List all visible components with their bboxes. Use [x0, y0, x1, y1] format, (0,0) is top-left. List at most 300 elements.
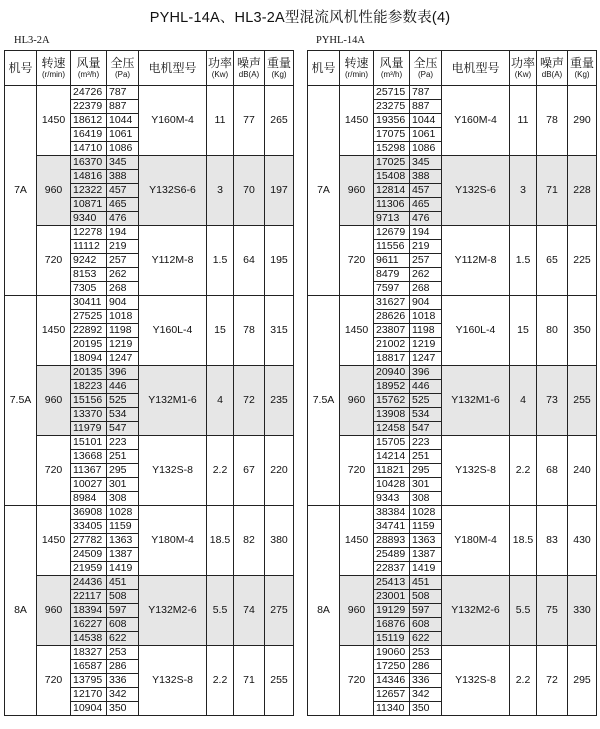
header-noise [234, 51, 265, 86]
weight-cell: 228 [568, 156, 597, 226]
header-pressure-unit: (Pa) [114, 69, 131, 79]
pressure-cell: 1198 [107, 324, 139, 338]
pressure-cell: 904 [410, 296, 442, 310]
table-row [308, 506, 597, 520]
table-row [5, 226, 294, 240]
pressure-cell: 1018 [107, 310, 139, 324]
header-model-no-label: 机号 [8, 60, 33, 75]
speed-cell: 1450 [340, 86, 374, 156]
table-row [5, 506, 294, 520]
pressure-cell: 1159 [107, 520, 139, 534]
weight-cell: 197 [265, 156, 294, 226]
header-model-no [308, 51, 340, 86]
flow-cell: 27525 [71, 310, 107, 324]
header-pressure [107, 51, 139, 86]
flow-cell: 14214 [374, 450, 410, 464]
flow-cell: 12322 [71, 184, 107, 198]
flow-cell: 13795 [71, 674, 107, 688]
table-row [308, 226, 597, 240]
pressure-cell: 547 [410, 422, 442, 436]
machine-number-cell: 8A [308, 506, 340, 716]
header-power [207, 51, 234, 86]
flow-cell: 23807 [374, 324, 410, 338]
power-cell: 15 [207, 296, 234, 366]
header-noise-label: 噪声 [236, 56, 261, 70]
flow-cell: 15298 [374, 142, 410, 156]
pressure-cell: 342 [410, 688, 442, 702]
pressure-cell: 508 [107, 590, 139, 604]
flow-cell: 13668 [71, 450, 107, 464]
pressure-cell: 223 [410, 436, 442, 450]
header-power-unit: (Kw) [211, 69, 229, 79]
flow-cell: 31627 [374, 296, 410, 310]
table-row [5, 576, 294, 590]
flow-cell: 10428 [374, 478, 410, 492]
motor-model-cell: Y160M-4 [442, 86, 510, 156]
motor-model-cell: Y132M2-6 [139, 576, 207, 646]
flow-cell: 12170 [71, 688, 107, 702]
flow-cell: 12278 [71, 226, 107, 240]
pressure-cell: 1018 [410, 310, 442, 324]
header-noise-unit: dB(A) [541, 69, 563, 79]
header-weight [265, 51, 294, 86]
flow-cell: 10904 [71, 702, 107, 716]
flow-cell: 11306 [374, 198, 410, 212]
motor-model-cell: Y132M1-6 [442, 366, 510, 436]
pressure-cell: 904 [107, 296, 139, 310]
flow-cell: 10871 [71, 198, 107, 212]
noise-cell: 72 [537, 646, 568, 716]
header-flow [71, 51, 107, 86]
noise-cell: 70 [234, 156, 265, 226]
noise-cell: 67 [234, 436, 265, 506]
header-row [5, 51, 294, 86]
pressure-cell: 396 [410, 366, 442, 380]
flow-cell: 22117 [71, 590, 107, 604]
table-row [5, 646, 294, 660]
flow-cell: 34741 [374, 520, 410, 534]
pressure-cell: 525 [410, 394, 442, 408]
pressure-cell: 262 [410, 268, 442, 282]
header-flow-unit: (m³/h) [77, 69, 100, 79]
flow-cell: 19129 [374, 604, 410, 618]
motor-model-cell: Y112M-8 [442, 226, 510, 296]
motor-model-cell: Y132S6-6 [139, 156, 207, 226]
pressure-cell: 446 [410, 380, 442, 394]
flow-cell: 16876 [374, 618, 410, 632]
header-speed-label: 转速 [344, 56, 369, 70]
pressure-cell: 219 [107, 240, 139, 254]
noise-cell: 73 [537, 366, 568, 436]
header-noise-unit: dB(A) [238, 69, 260, 79]
weight-cell: 315 [265, 296, 294, 366]
header-model-no-label: 机号 [311, 60, 336, 75]
header-motor-label: 电机型号 [148, 60, 197, 75]
machine-number-cell: 7A [5, 86, 37, 296]
flow-cell: 24726 [71, 86, 107, 100]
table-row [5, 436, 294, 450]
noise-cell: 78 [234, 296, 265, 366]
weight-cell: 240 [568, 436, 597, 506]
flow-cell: 25413 [374, 576, 410, 590]
header-pressure-unit: (Pa) [417, 69, 434, 79]
flow-cell: 7305 [71, 282, 107, 296]
pressure-cell: 301 [410, 478, 442, 492]
pressure-cell: 1028 [107, 506, 139, 520]
flow-cell: 25489 [374, 548, 410, 562]
noise-cell: 72 [234, 366, 265, 436]
pressure-cell: 388 [107, 170, 139, 184]
weight-cell: 430 [568, 506, 597, 576]
pressure-cell: 262 [107, 268, 139, 282]
noise-cell: 82 [234, 506, 265, 576]
power-cell: 2.2 [510, 436, 537, 506]
flow-cell: 30411 [71, 296, 107, 310]
speed-cell: 960 [340, 156, 374, 226]
flow-cell: 19356 [374, 114, 410, 128]
pressure-cell: 194 [107, 226, 139, 240]
flow-cell: 10027 [71, 478, 107, 492]
header-model-no [5, 51, 37, 86]
motor-model-cell: Y132S-8 [442, 646, 510, 716]
flow-cell: 18327 [71, 646, 107, 660]
speed-cell: 1450 [37, 86, 71, 156]
pressure-cell: 608 [410, 618, 442, 632]
flow-cell: 16419 [71, 128, 107, 142]
power-cell: 11 [207, 86, 234, 156]
pressure-cell: 622 [410, 632, 442, 646]
flow-cell: 18952 [374, 380, 410, 394]
flow-cell: 7597 [374, 282, 410, 296]
pressure-cell: 295 [107, 464, 139, 478]
pressure-cell: 451 [410, 576, 442, 590]
performance-table-right [307, 50, 597, 716]
flow-cell: 18612 [71, 114, 107, 128]
power-cell: 1.5 [510, 226, 537, 296]
header-motor [442, 51, 510, 86]
speed-cell: 1450 [37, 506, 71, 576]
speed-cell: 1450 [340, 506, 374, 576]
pressure-cell: 1159 [410, 520, 442, 534]
flow-cell: 9611 [374, 254, 410, 268]
power-cell: 3 [510, 156, 537, 226]
table-row [308, 366, 597, 380]
flow-cell: 17250 [374, 660, 410, 674]
power-cell: 5.5 [510, 576, 537, 646]
header-noise-label: 噪声 [539, 56, 564, 70]
weight-cell: 350 [568, 296, 597, 366]
flow-cell: 23275 [374, 100, 410, 114]
pressure-cell: 350 [410, 702, 442, 716]
pressure-cell: 457 [107, 184, 139, 198]
header-weight-unit: (Kg) [574, 69, 590, 79]
weight-cell: 330 [568, 576, 597, 646]
speed-cell: 720 [37, 226, 71, 296]
header-pressure-label: 全压 [110, 56, 135, 70]
flow-cell: 13908 [374, 408, 410, 422]
flow-cell: 33405 [71, 520, 107, 534]
flow-cell: 20135 [71, 366, 107, 380]
pressure-cell: 525 [107, 394, 139, 408]
speed-cell: 720 [37, 646, 71, 716]
pressure-cell: 446 [107, 380, 139, 394]
power-cell: 2.2 [510, 646, 537, 716]
pressure-cell: 622 [107, 632, 139, 646]
noise-cell: 64 [234, 226, 265, 296]
pressure-cell: 1061 [107, 128, 139, 142]
pressure-cell: 508 [410, 590, 442, 604]
flow-cell: 16370 [71, 156, 107, 170]
header-speed [37, 51, 71, 86]
pressure-cell: 1419 [410, 562, 442, 576]
table-subtitle-right: PYHL-14A [316, 35, 365, 46]
pressure-cell: 597 [410, 604, 442, 618]
header-weight-unit: (Kg) [271, 69, 287, 79]
pressure-cell: 336 [107, 674, 139, 688]
power-cell: 11 [510, 86, 537, 156]
header-speed-unit: (r/min) [41, 69, 66, 79]
speed-cell: 960 [37, 576, 71, 646]
flow-cell: 24436 [71, 576, 107, 590]
pressure-cell: 1086 [410, 142, 442, 156]
motor-model-cell: Y132S-8 [442, 436, 510, 506]
header-row [308, 51, 597, 86]
flow-cell: 22837 [374, 562, 410, 576]
motor-model-cell: Y132M1-6 [139, 366, 207, 436]
pressure-cell: 194 [410, 226, 442, 240]
speed-cell: 720 [340, 226, 374, 296]
header-flow-unit: (m³/h) [380, 69, 403, 79]
flow-cell: 8153 [71, 268, 107, 282]
noise-cell: 65 [537, 226, 568, 296]
pressure-cell: 1387 [410, 548, 442, 562]
table-row [308, 436, 597, 450]
flow-cell: 15156 [71, 394, 107, 408]
pressure-cell: 295 [410, 464, 442, 478]
flow-cell: 11821 [374, 464, 410, 478]
power-cell: 15 [510, 296, 537, 366]
pressure-cell: 1387 [107, 548, 139, 562]
pressure-cell: 286 [410, 660, 442, 674]
flow-cell: 28626 [374, 310, 410, 324]
flow-cell: 18094 [71, 352, 107, 366]
flow-cell: 11112 [71, 240, 107, 254]
flow-cell: 11340 [374, 702, 410, 716]
pressure-cell: 257 [107, 254, 139, 268]
machine-number-cell: 7.5A [5, 296, 37, 506]
pressure-cell: 286 [107, 660, 139, 674]
pressure-cell: 301 [107, 478, 139, 492]
table-row [308, 86, 597, 100]
performance-table-left [4, 50, 294, 716]
pressure-cell: 1198 [410, 324, 442, 338]
power-cell: 4 [510, 366, 537, 436]
weight-cell: 255 [265, 646, 294, 716]
table-row [5, 296, 294, 310]
pressure-cell: 396 [107, 366, 139, 380]
noise-cell: 74 [234, 576, 265, 646]
speed-cell: 960 [37, 366, 71, 436]
power-cell: 18.5 [207, 506, 234, 576]
pressure-cell: 223 [107, 436, 139, 450]
pressure-cell: 465 [410, 198, 442, 212]
header-weight-label: 重量 [266, 56, 291, 70]
pressure-cell: 787 [410, 86, 442, 100]
machine-number-cell: 7.5A [308, 296, 340, 506]
flow-cell: 18817 [374, 352, 410, 366]
table-row [308, 576, 597, 590]
weight-cell: 265 [265, 86, 294, 156]
pressure-cell: 534 [410, 408, 442, 422]
header-weight-label: 重量 [569, 56, 594, 70]
flow-cell: 12814 [374, 184, 410, 198]
flow-cell: 21959 [71, 562, 107, 576]
speed-cell: 720 [340, 436, 374, 506]
table-row [308, 646, 597, 660]
flow-cell: 12679 [374, 226, 410, 240]
pressure-cell: 887 [107, 100, 139, 114]
weight-cell: 295 [568, 646, 597, 716]
flow-cell: 14538 [71, 632, 107, 646]
pressure-cell: 345 [107, 156, 139, 170]
flow-cell: 8984 [71, 492, 107, 506]
flow-cell: 15705 [374, 436, 410, 450]
power-cell: 18.5 [510, 506, 537, 576]
flow-cell: 14710 [71, 142, 107, 156]
pressure-cell: 308 [107, 492, 139, 506]
header-motor [139, 51, 207, 86]
pressure-cell: 887 [410, 100, 442, 114]
header-flow-label: 风量 [379, 56, 404, 70]
pressure-cell: 1247 [410, 352, 442, 366]
header-speed-unit: (r/min) [344, 69, 369, 79]
header-speed [340, 51, 374, 86]
pressure-cell: 1086 [107, 142, 139, 156]
flow-cell: 20195 [71, 338, 107, 352]
table-row [308, 296, 597, 310]
flow-cell: 18394 [71, 604, 107, 618]
pressure-cell: 547 [107, 422, 139, 436]
pressure-cell: 1219 [107, 338, 139, 352]
flow-cell: 12458 [374, 422, 410, 436]
power-cell: 2.2 [207, 436, 234, 506]
machine-number-cell: 7A [308, 86, 340, 296]
power-cell: 5.5 [207, 576, 234, 646]
pressure-cell: 476 [410, 212, 442, 226]
header-power-label: 功率 [207, 56, 232, 70]
pressure-cell: 308 [410, 492, 442, 506]
pressure-cell: 219 [410, 240, 442, 254]
flow-cell: 38384 [374, 506, 410, 520]
pressure-cell: 336 [410, 674, 442, 688]
pressure-cell: 345 [410, 156, 442, 170]
motor-model-cell: Y132S-6 [442, 156, 510, 226]
flow-cell: 20940 [374, 366, 410, 380]
speed-cell: 960 [340, 366, 374, 436]
flow-cell: 17025 [374, 156, 410, 170]
header-noise [537, 51, 568, 86]
flow-cell: 11367 [71, 464, 107, 478]
pressure-cell: 257 [410, 254, 442, 268]
page-title: PYHL-14A、HL3-2A型混流风机性能参数表(4) [149, 10, 451, 26]
noise-cell: 77 [234, 86, 265, 156]
power-cell: 2.2 [207, 646, 234, 716]
pressure-cell: 1044 [410, 114, 442, 128]
flow-cell: 9713 [374, 212, 410, 226]
flow-cell: 22892 [71, 324, 107, 338]
speed-cell: 1450 [37, 296, 71, 366]
header-power-unit: (Kw) [514, 69, 532, 79]
header-power [510, 51, 537, 86]
weight-cell: 225 [568, 226, 597, 296]
flow-cell: 21002 [374, 338, 410, 352]
pressure-cell: 457 [410, 184, 442, 198]
weight-cell: 220 [265, 436, 294, 506]
weight-cell: 380 [265, 506, 294, 576]
pressure-cell: 342 [107, 688, 139, 702]
flow-cell: 15762 [374, 394, 410, 408]
weight-cell: 275 [265, 576, 294, 646]
flow-cell: 28893 [374, 534, 410, 548]
pressure-cell: 1061 [410, 128, 442, 142]
flow-cell: 11979 [71, 422, 107, 436]
pressure-cell: 1028 [410, 506, 442, 520]
flow-cell: 25715 [374, 86, 410, 100]
noise-cell: 68 [537, 436, 568, 506]
motor-model-cell: Y180M-4 [442, 506, 510, 576]
flow-cell: 36908 [71, 506, 107, 520]
pressure-cell: 1363 [410, 534, 442, 548]
flow-cell: 16227 [71, 618, 107, 632]
noise-cell: 83 [537, 506, 568, 576]
table-row [5, 366, 294, 380]
pressure-cell: 451 [107, 576, 139, 590]
noise-cell: 71 [537, 156, 568, 226]
pressure-cell: 251 [107, 450, 139, 464]
pressure-cell: 268 [107, 282, 139, 296]
speed-cell: 1450 [340, 296, 374, 366]
header-weight [568, 51, 597, 86]
flow-cell: 11556 [374, 240, 410, 254]
noise-cell: 75 [537, 576, 568, 646]
speed-cell: 960 [37, 156, 71, 226]
speed-cell: 720 [340, 646, 374, 716]
pressure-cell: 465 [107, 198, 139, 212]
pressure-cell: 268 [410, 282, 442, 296]
header-power-label: 功率 [510, 56, 535, 70]
flow-cell: 15408 [374, 170, 410, 184]
motor-model-cell: Y132S-8 [139, 436, 207, 506]
flow-cell: 9343 [374, 492, 410, 506]
motor-model-cell: Y112M-8 [139, 226, 207, 296]
flow-cell: 8479 [374, 268, 410, 282]
motor-model-cell: Y132M2-6 [442, 576, 510, 646]
table-subtitle-left: HL3-2A [14, 35, 50, 46]
flow-cell: 9340 [71, 212, 107, 226]
weight-cell: 255 [568, 366, 597, 436]
motor-model-cell: Y160L-4 [442, 296, 510, 366]
header-motor-label: 电机型号 [451, 60, 500, 75]
flow-cell: 17075 [374, 128, 410, 142]
flow-cell: 13370 [71, 408, 107, 422]
table-row [5, 86, 294, 100]
pressure-cell: 251 [410, 450, 442, 464]
pressure-cell: 1044 [107, 114, 139, 128]
flow-cell: 27782 [71, 534, 107, 548]
pressure-cell: 1219 [410, 338, 442, 352]
speed-cell: 720 [37, 436, 71, 506]
flow-cell: 16587 [71, 660, 107, 674]
